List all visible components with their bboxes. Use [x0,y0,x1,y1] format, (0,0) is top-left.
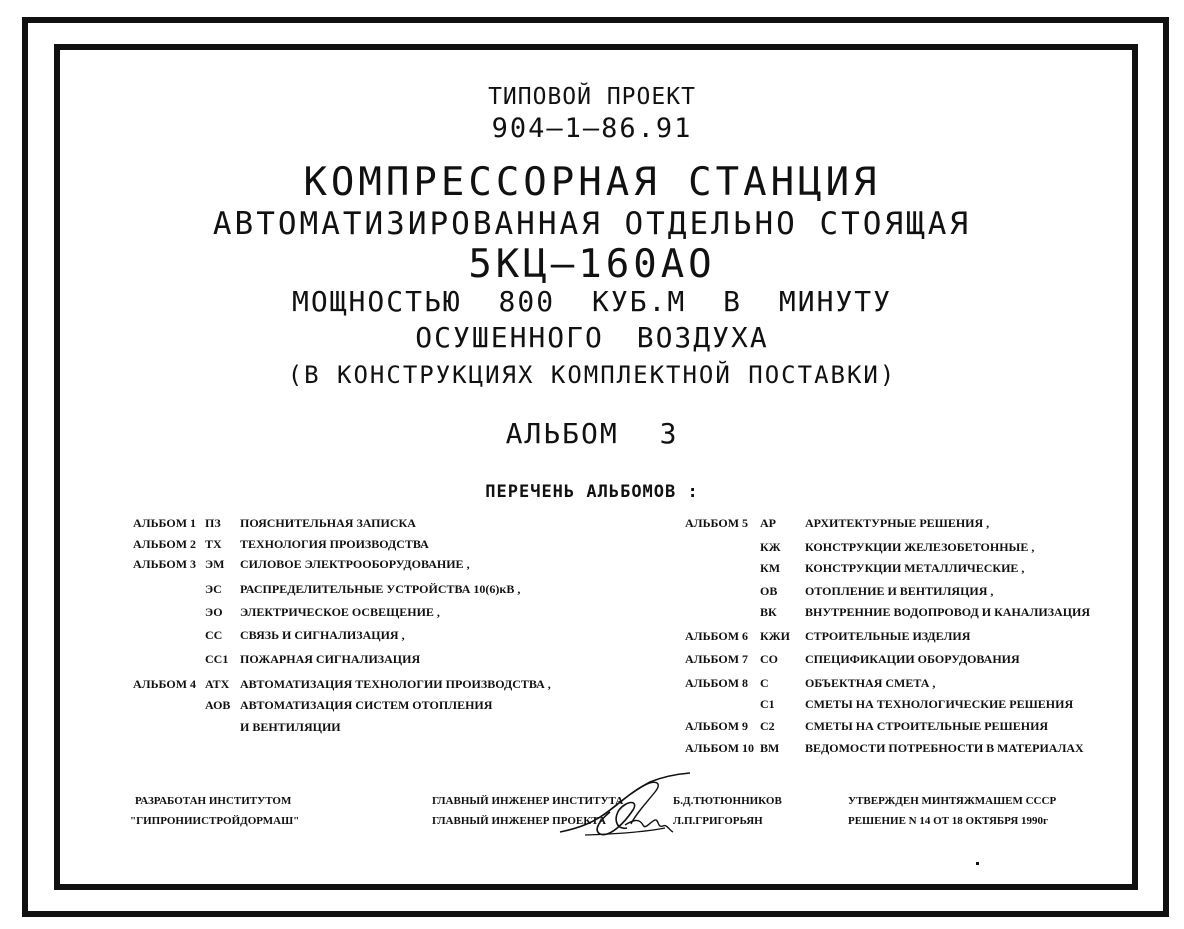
title-capacity: МОЩНОСТЬЮ 800 КУБ.М В МИНУТУ [291,285,892,318]
list-title: ПЕРЕЧЕНЬ АЛЬБОМОВ : [485,482,699,502]
approval-label: УТВЕРЖДЕН МИНТЯЖМАШЕМ СССР [848,795,1057,807]
project-type: ТИПОВОЙ ПРОЕКТ [488,84,696,110]
list-desc: АРХИТЕКТУРНЫЕ РЕШЕНИЯ , [805,516,990,530]
list-album: АЛЬБОМ 2 [133,537,197,551]
list-album: АЛЬБОМ 8 [685,676,749,690]
list-code: С2 [760,719,775,733]
list-desc: КОНСТРУКЦИИ ЖЕЛЕЗОБЕТОННЫЕ , [805,540,1035,554]
list-code: СС [205,628,223,642]
list-desc: ЭЛЕКТРИЧЕСКОЕ ОСВЕЩЕНИЕ , [240,605,440,619]
list-code: КЖ [760,540,781,554]
list-desc: ВНУТРЕННИЕ ВОДОПРОВОД И КАНАЛИЗАЦИЯ [805,605,1091,619]
list-desc: СПЕЦИФИКАЦИИ ОБОРУДОВАНИЯ [805,652,1020,666]
list-desc: АВТОМАТИЗАЦИЯ ТЕХНОЛОГИИ ПРОИЗВОДСТВА , [240,677,551,691]
list-code: ВК [760,605,777,619]
list-code: С1 [760,697,775,711]
album-number: АЛЬБОМ 3 [505,417,679,450]
list-album: АЛЬБОМ 1 [133,516,197,530]
list-code: СС1 [205,652,229,666]
stray-dot [976,862,979,865]
list-album: АЛЬБОМ 3 [133,557,197,571]
list-desc: АВТОМАТИЗАЦИЯ СИСТЕМ ОТОПЛЕНИЯ [240,698,493,712]
list-desc: ОТОПЛЕНИЕ И ВЕНТИЛЯЦИЯ , [805,584,994,598]
list-album: АЛЬБОМ 4 [133,677,197,691]
list-desc: ПОЯСНИТЕЛЬНАЯ ЗАПИСКА [240,516,416,530]
list-album: АЛЬБОМ 9 [685,719,749,733]
list-code: АОВ [205,698,231,712]
list-code: АР [760,516,776,530]
list-code: КМ [760,561,781,575]
list-album: АЛЬБОМ 5 [685,516,749,530]
list-code: ЭО [205,605,223,619]
list-album: АЛЬБОМ 6 [685,629,749,643]
list-code: ТХ [205,537,222,551]
list-album: АЛЬБОМ 7 [685,652,749,666]
list-code: ЭМ [205,557,225,571]
list-code: ВМ [760,741,780,755]
chief-institute-label: ГЛАВНЫЙ ИНЖЕНЕР ИНСТИТУТА [432,795,624,807]
decision-text: РЕШЕНИЕ N 14 ОТ 18 ОКТЯБРЯ 1990г [848,815,1049,827]
list-desc: ОБЪЕКТНАЯ СМЕТА , [805,676,936,690]
developer-label: РАЗРАБОТАН ИНСТИТУТОМ [135,795,292,807]
list-desc: КОНСТРУКЦИИ МЕТАЛЛИЧЕСКИЕ , [805,561,1025,575]
list-code: ПЗ [205,516,221,530]
list-code: СО [760,652,778,666]
list-desc: СМЕТЫ НА ТЕХНОЛОГИЧЕСКИЕ РЕШЕНИЯ [805,697,1074,711]
title-air: ОСУШЕННОГО ВОЗДУХА [415,321,769,354]
list-desc: И ВЕНТИЛЯЦИИ [240,720,341,734]
signature-image [555,770,695,845]
list-code: С [760,676,769,690]
list-code: АТХ [205,677,230,691]
list-desc: ПОЖАРНАЯ СИГНАЛИЗАЦИЯ [240,652,421,666]
chief-project-name: Л.П.ГРИГОРЬЯН [673,815,763,827]
list-code: ЭС [205,582,222,596]
list-desc: ТЕХНОЛОГИЯ ПРОИЗВОДСТВА [240,537,429,551]
chief-project-label: ГЛАВНЫЙ ИНЖЕНЕР ПРОЕКТА [432,815,606,827]
list-desc: СТРОИТЕЛЬНЫЕ ИЗДЕЛИЯ [805,629,971,643]
title-note: (В КОНСТРУКЦИЯХ КОМПЛЕКТНОЙ ПОСТАВКИ) [287,361,897,389]
list-desc: ВЕДОМОСТИ ПОТРЕБНОСТИ В МАТЕРИАЛАХ [805,741,1084,755]
developer-name: "ГИПРОНИИСТРОЙДОРМАШ" [130,815,300,827]
list-code: ОВ [760,584,778,598]
project-number: 904–1–86.91 [491,113,693,144]
title-sub: АВТОМАТИЗИРОВАННАЯ ОТДЕЛЬНО СТОЯЩАЯ [212,206,972,242]
list-desc: РАСПРЕДЕЛИТЕЛЬНЫЕ УСТРОЙСТВА 10(6)кВ , [240,582,521,596]
list-code: КЖИ [760,629,790,643]
list-desc: СМЕТЫ НА СТРОИТЕЛЬНЫЕ РЕШЕНИЯ [805,719,1049,733]
list-album: АЛЬБОМ 10 [685,741,755,755]
list-desc: СИЛОВОЕ ЭЛЕКТРООБОРУДОВАНИЕ , [240,557,470,571]
title-main: КОМПРЕССОРНАЯ СТАНЦИЯ [303,160,881,205]
list-desc: СВЯЗЬ И СИГНАЛИЗАЦИЯ , [240,628,405,642]
title-model: 5КЦ–160АО [468,242,716,287]
chief-institute-name: Б.Д.ТЮТЮННИКОВ [673,795,782,807]
